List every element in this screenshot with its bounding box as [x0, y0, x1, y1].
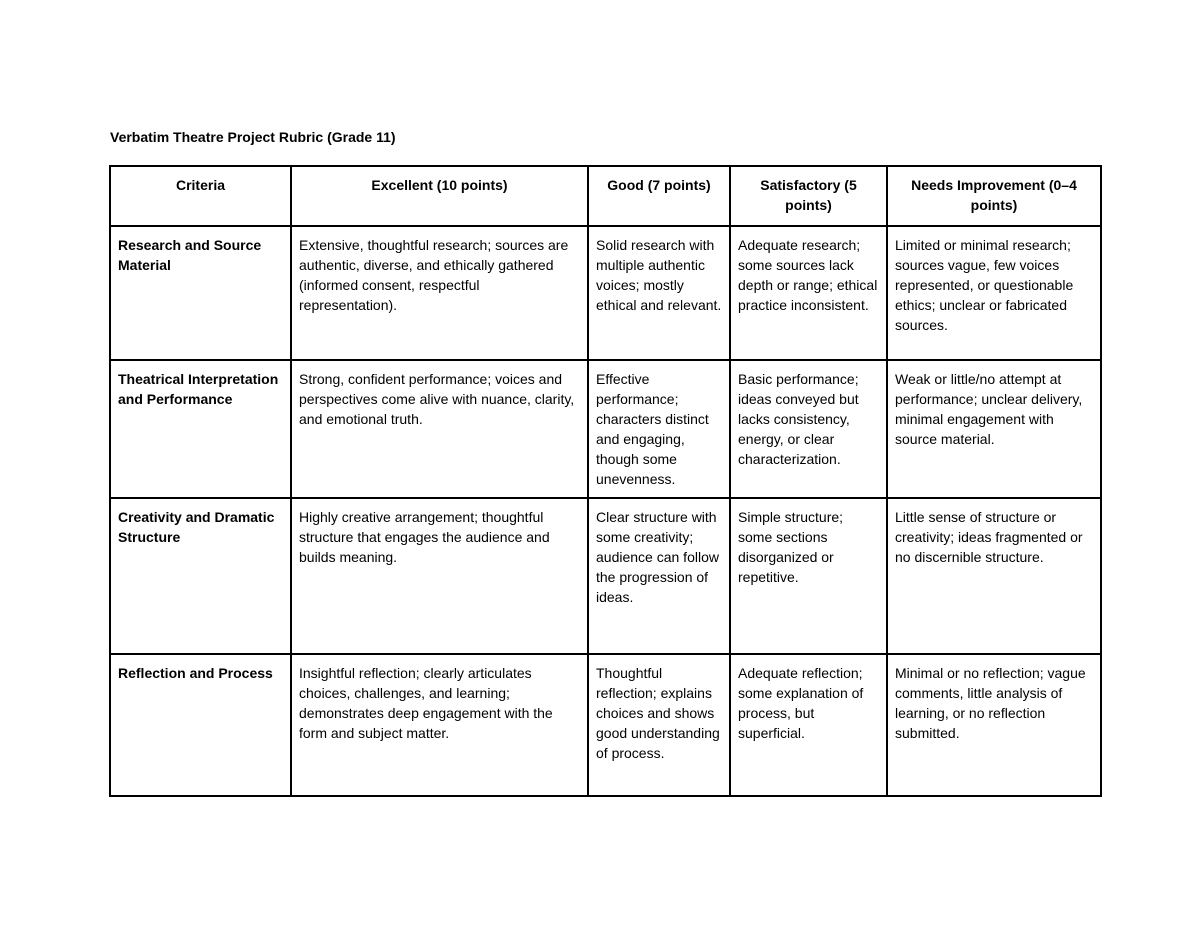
criteria-cell: Reflection and Process — [110, 654, 291, 796]
satisfactory-cell: Basic performance; ideas conveyed but lacks consistency, energy, or clear characterization. — [730, 360, 887, 498]
satisfactory-cell: Adequate research; some sources lack depth or range; ethical practice inconsistent. — [730, 226, 887, 360]
good-cell: Clear structure with some creativity; audience can follow the progression of ideas. — [588, 498, 730, 654]
header-needs-improvement: Needs Improvement (0–4 points) — [887, 166, 1101, 226]
table-row — [110, 360, 1101, 498]
document-title: Verbatim Theatre Project Rubric (Grade 11) — [110, 129, 396, 145]
criteria-cell: Creativity and Dramatic Structure — [110, 498, 291, 654]
needs-improvement-cell: Limited or minimal research; sources vague, few voices represented, or questionable ethics; unclear or fabricated sources. — [887, 226, 1101, 360]
table-row — [110, 654, 1101, 796]
header-good: Good (7 points) — [588, 166, 730, 226]
rubric-table — [109, 165, 1102, 797]
needs-improvement-cell: Weak or little/no attempt at performance; unclear delivery, minimal engagement with source material. — [887, 360, 1101, 498]
excellent-cell: Extensive, thoughtful research; sources are authentic, diverse, and ethically gathered (informed consent, respectful representation). — [291, 226, 588, 360]
excellent-cell: Highly creative arrangement; thoughtful structure that engages the audience and builds meaning. — [291, 498, 588, 654]
satisfactory-cell: Adequate reflection; some explanation of process, but superficial. — [730, 654, 887, 796]
table-row — [110, 226, 1101, 360]
good-cell: Solid research with multiple authentic voices; mostly ethical and relevant. — [588, 226, 730, 360]
good-cell: Effective performance; characters distinct and engaging, though some unevenness. — [588, 360, 730, 498]
header-excellent: Excellent (10 points) — [291, 166, 588, 226]
satisfactory-cell: Simple structure; some sections disorganized or repetitive. — [730, 498, 887, 654]
header-satisfactory: Satisfactory (5 points) — [730, 166, 887, 226]
header-criteria: Criteria — [110, 166, 291, 226]
needs-improvement-cell: Little sense of structure or creativity; ideas fragmented or no discernible structure. — [887, 498, 1101, 654]
excellent-cell: Insightful reflection; clearly articulates choices, challenges, and learning; demonstrates deep engagement with the form and subject matter. — [291, 654, 588, 796]
criteria-cell: Theatrical Interpretation and Performance — [110, 360, 291, 498]
criteria-cell: Research and Source Material — [110, 226, 291, 360]
table-header-row — [110, 166, 1101, 226]
table-row — [110, 498, 1101, 654]
needs-improvement-cell: Minimal or no reflection; vague comments, little analysis of learning, or no reflection submitted. — [887, 654, 1101, 796]
excellent-cell: Strong, confident performance; voices and perspectives come alive with nuance, clarity, and emotional truth. — [291, 360, 588, 498]
good-cell: Thoughtful reflection; explains choices and shows good understanding of process. — [588, 654, 730, 796]
